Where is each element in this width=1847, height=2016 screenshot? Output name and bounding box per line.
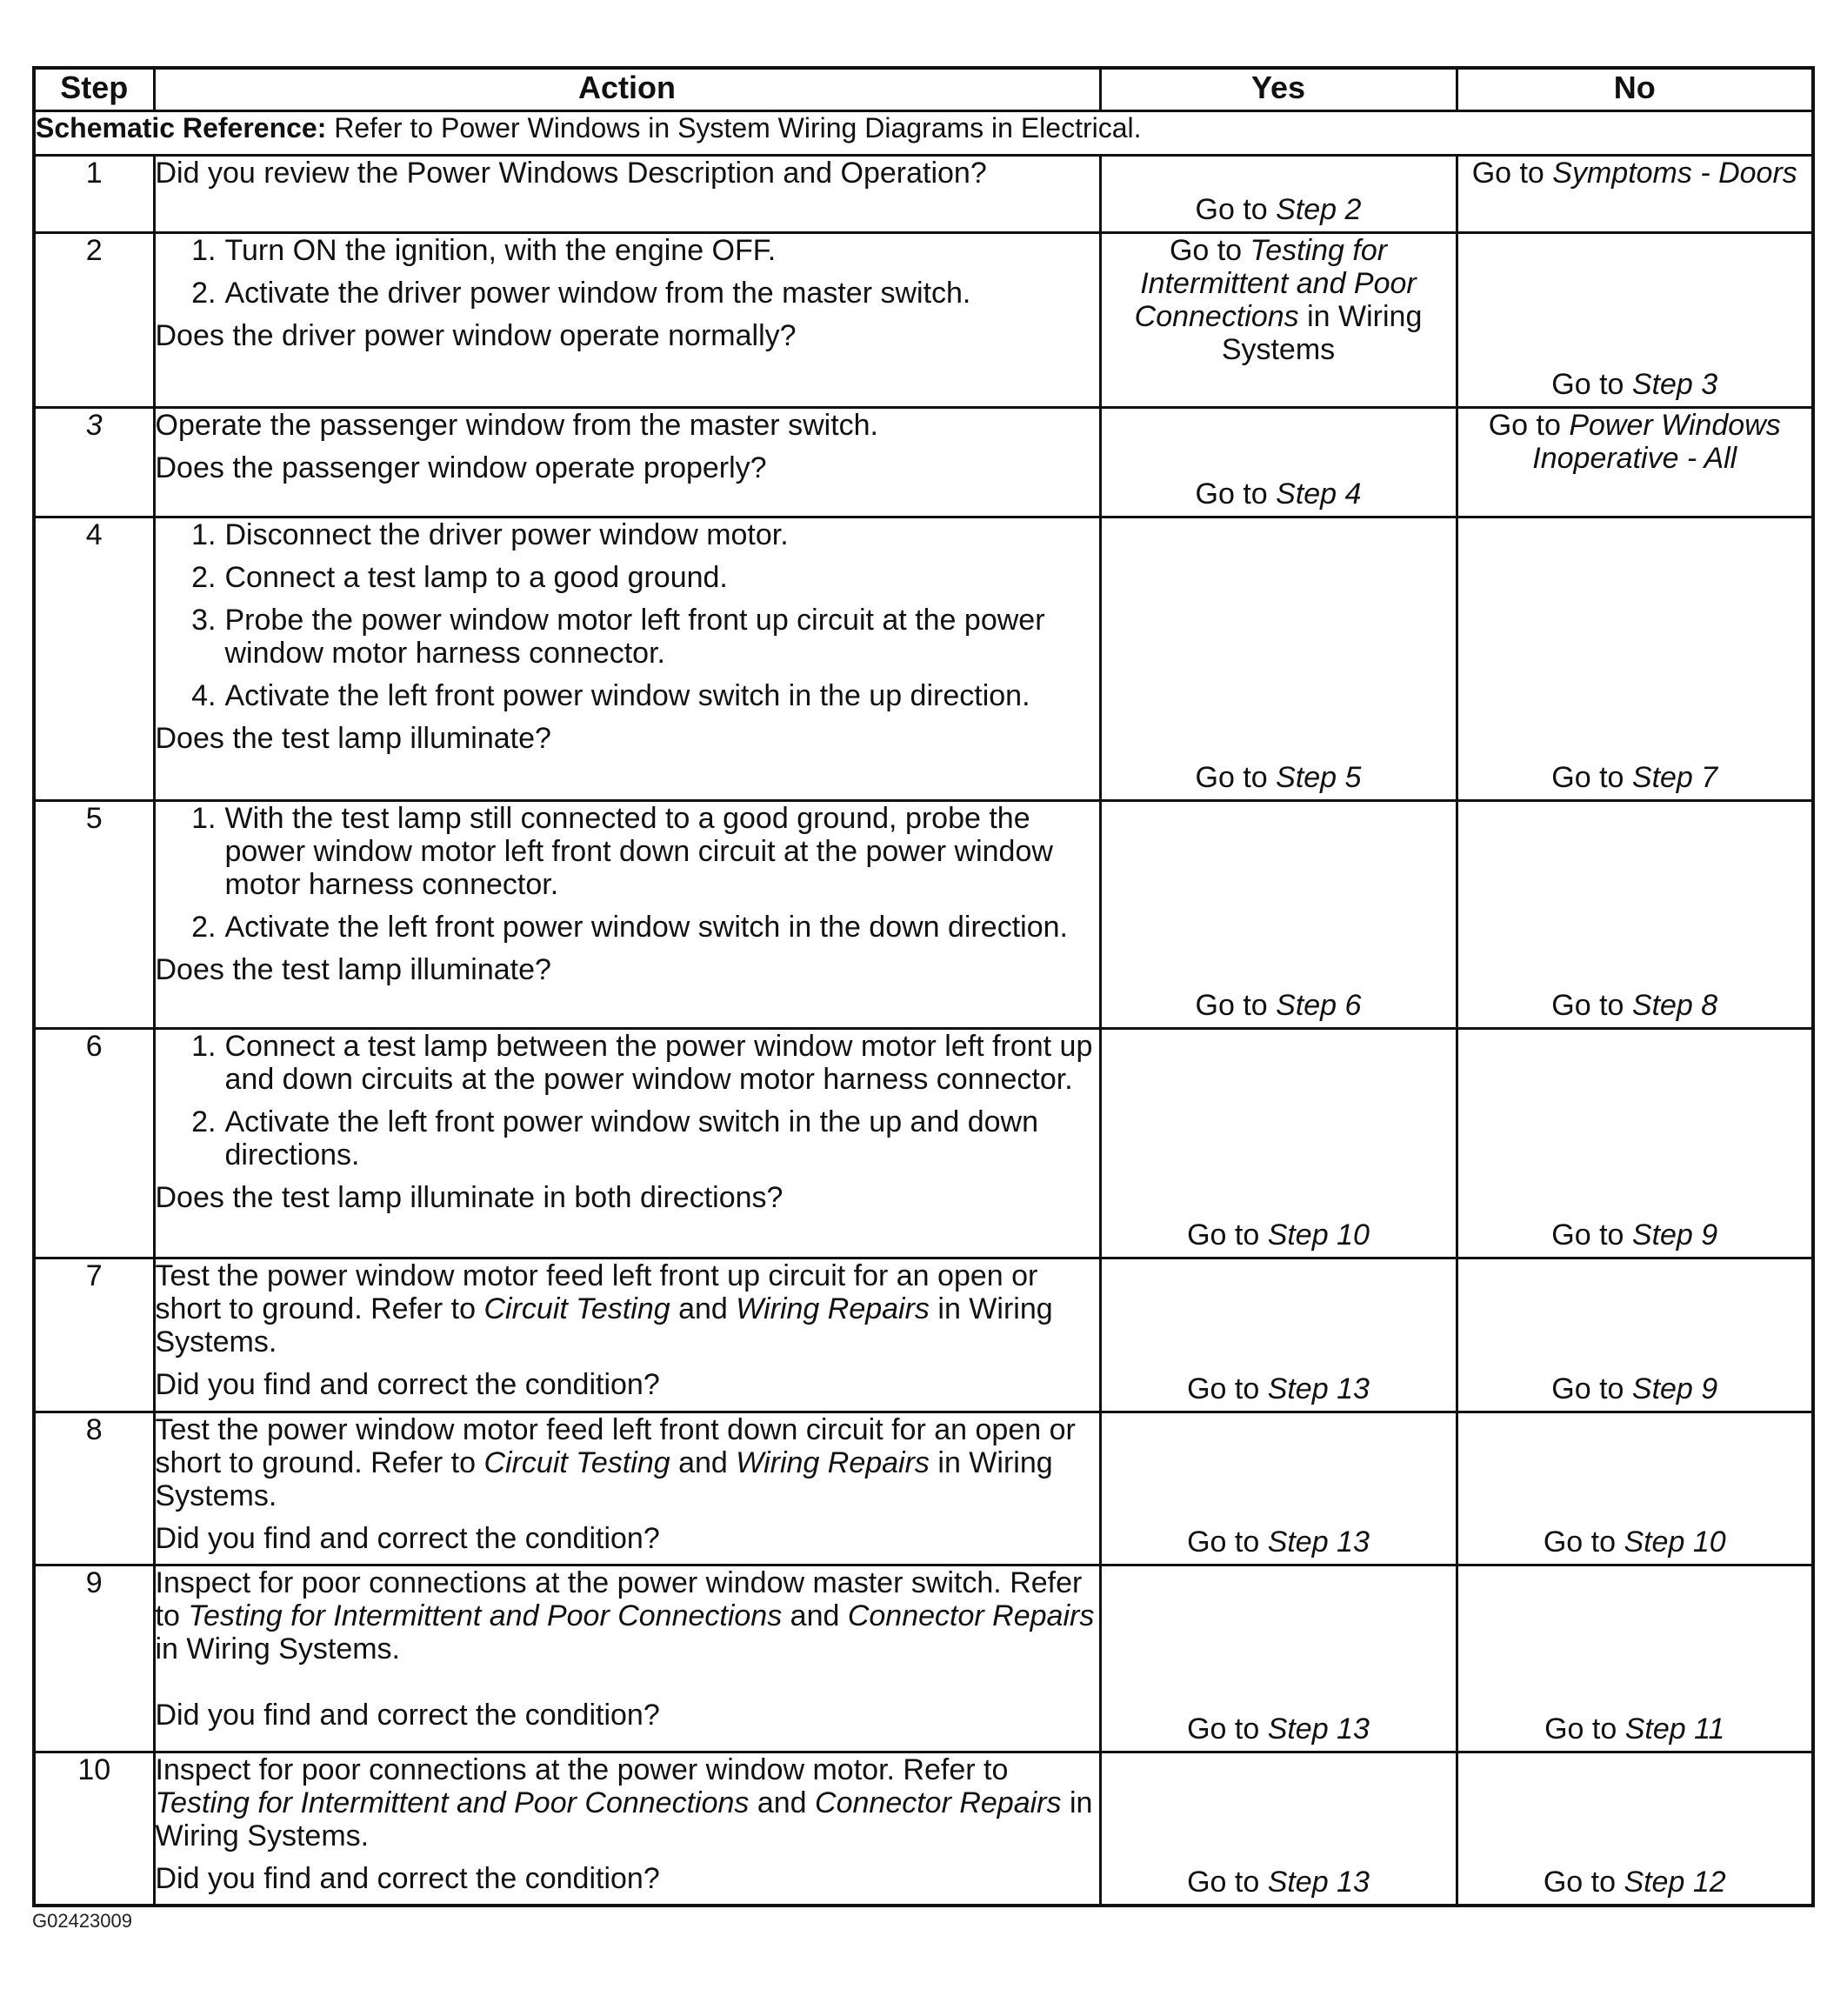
action-question: Does the passenger window operate properly? <box>155 451 767 484</box>
yes-cell <box>1100 156 1457 233</box>
no-prefix: Go to <box>1551 1372 1632 1405</box>
header-action: Action <box>154 68 1100 111</box>
action-steps <box>156 518 1099 712</box>
no-cell <box>1457 1565 1813 1752</box>
yes-goto <box>1102 1712 1456 1746</box>
action-step-item: 1. Connect a test lamp between the power window motor left front up and down circuits at the power window motor harness connector. <box>191 1030 1093 1096</box>
no-cell <box>1457 156 1813 233</box>
step-number: 3 <box>34 408 154 517</box>
action-cell <box>154 1258 1100 1412</box>
yes-prefix: Go to <box>1195 989 1277 1022</box>
table-row <box>34 233 1813 408</box>
no-step-link[interactable]: Step 3 <box>1631 368 1718 401</box>
yes-step-link[interactable]: Step 4 <box>1276 477 1362 511</box>
action-question: Did you find and correct the condition? <box>155 1862 660 1895</box>
step-number: 6 <box>34 1029 154 1258</box>
action-instruction: Inspect for poor connections at the power window motor. Refer to Testing for Intermittent and Poor Connections and Connector Repairs in Wiring Systems. <box>155 1753 1093 1852</box>
no-prefix: Go to <box>1544 1712 1625 1746</box>
reference-circuit-testing[interactable]: Circuit Testing <box>483 1292 670 1325</box>
yes-suffix: in Wiring Systems <box>1221 300 1423 366</box>
no-goto <box>1458 761 1812 794</box>
action-cell <box>154 1565 1100 1752</box>
yes-prefix: Go to <box>1195 477 1277 511</box>
no-cell <box>1457 1752 1813 1906</box>
no-prefix: Go to <box>1471 157 1553 190</box>
no-prefix: Go to <box>1551 761 1632 794</box>
yes-cell <box>1100 1258 1457 1412</box>
yes-cell <box>1100 233 1457 408</box>
no-cell <box>1457 801 1813 1029</box>
action-question: Did you find and correct the condition? <box>155 1522 660 1555</box>
yes-step-link[interactable]: Testing for Intermittent and Poor Connections <box>1134 234 1417 333</box>
action-cell <box>154 156 1100 233</box>
no-goto <box>1458 368 1812 401</box>
action-step-item: 1. Disconnect the driver power window motor. <box>191 518 789 551</box>
no-cell <box>1457 517 1813 801</box>
table-row <box>34 156 1813 233</box>
schematic-reference-label: Schematic Reference: <box>36 112 327 144</box>
header-step: Step <box>34 68 154 111</box>
no-prefix: Go to <box>1543 1865 1624 1899</box>
no-goto <box>1458 1372 1812 1405</box>
reference-circuit-testing[interactable]: Circuit Testing <box>483 1446 670 1479</box>
yes-prefix: Go to <box>1187 1372 1268 1405</box>
no-step-link[interactable]: Step 7 <box>1631 761 1718 794</box>
no-cell <box>1457 1029 1813 1258</box>
action-instruction: Inspect for poor connections at the power window master switch. Refer to Testing for Intermittent and Poor Connections and Connector Repairs in Wiring Systems. <box>155 1566 1095 1666</box>
reference-testing-intermittent[interactable]: Testing for Intermittent and Poor Connections <box>188 1599 783 1632</box>
no-step-link[interactable]: Step 9 <box>1631 1372 1718 1405</box>
yes-prefix: Go to <box>1195 193 1277 226</box>
no-step-link[interactable]: Power Windows Inoperative - All <box>1532 409 1781 475</box>
yes-cell <box>1100 801 1457 1029</box>
action-cell <box>154 1029 1100 1258</box>
yes-goto <box>1102 1372 1456 1405</box>
yes-prefix: Go to <box>1187 1525 1268 1559</box>
table-row <box>34 1029 1813 1258</box>
yes-step-link[interactable]: Step 13 <box>1267 1372 1370 1405</box>
action-step-item: 2. Activate the left front power window switch in the down direction. <box>191 911 1068 944</box>
action-question: Does the test lamp illuminate? <box>155 722 551 755</box>
no-prefix: Go to <box>1543 1525 1624 1559</box>
figure-id: G02423009 <box>32 1910 132 1932</box>
no-goto <box>1458 1218 1812 1252</box>
table-row <box>34 1565 1813 1752</box>
action-step-item: 2. Activate the driver power window from the master switch. <box>191 277 971 310</box>
no-cell <box>1457 233 1813 408</box>
yes-step-link[interactable]: Step 5 <box>1276 761 1362 794</box>
action-question: Does the driver power window operate normally? <box>155 319 797 352</box>
no-cell <box>1457 1412 1813 1565</box>
action-step-item: 1. Turn ON the ignition, with the engine OFF. <box>191 234 777 267</box>
reference-wiring-repairs[interactable]: Wiring Repairs <box>736 1446 930 1479</box>
table-row <box>34 1752 1813 1906</box>
step-number: 9 <box>34 1565 154 1752</box>
table-row <box>34 1258 1813 1412</box>
yes-cell <box>1100 408 1457 517</box>
step-number: 5 <box>34 801 154 1029</box>
yes-goto <box>1102 761 1456 794</box>
action-step-item: 4. Activate the left front power window switch in the up direction. <box>191 679 1030 712</box>
yes-step-link[interactable]: Step 2 <box>1276 193 1362 226</box>
no-prefix: Go to <box>1551 368 1632 401</box>
schematic-reference <box>34 111 1813 156</box>
reference-testing-intermittent[interactable]: Testing for Intermittent and Poor Connections <box>155 1786 750 1819</box>
step-number: 10 <box>34 1752 154 1906</box>
no-step-link[interactable]: Step 9 <box>1631 1218 1718 1252</box>
no-cell <box>1457 408 1813 517</box>
no-step-link[interactable]: Step 10 <box>1624 1525 1726 1559</box>
no-step-link[interactable]: Step 12 <box>1624 1865 1726 1899</box>
action-cell <box>154 408 1100 517</box>
action-step-item: 2. Connect a test lamp to a good ground. <box>191 561 728 594</box>
yes-cell <box>1100 1029 1457 1258</box>
no-goto <box>1458 409 1812 475</box>
yes-cell <box>1100 517 1457 801</box>
reference-connector-repairs[interactable]: Connector Repairs <box>815 1786 1062 1819</box>
yes-step-link[interactable]: Step 10 <box>1267 1218 1370 1252</box>
yes-prefix: Go to <box>1187 1712 1268 1746</box>
action-step-item: 2. Activate the left front power window switch in the up and down directions. <box>191 1105 1039 1172</box>
yes-goto <box>1102 193 1456 226</box>
yes-cell <box>1100 1565 1457 1752</box>
yes-goto <box>1102 989 1456 1022</box>
step-number: 2 <box>34 233 154 408</box>
action-question: Did you review the Power Windows Description and Operation? <box>155 157 987 190</box>
step-number: 1 <box>34 156 154 233</box>
step-number: 8 <box>34 1412 154 1565</box>
reference-connector-repairs[interactable]: Connector Repairs <box>847 1599 1095 1632</box>
yes-goto <box>1102 477 1456 511</box>
action-question: Does the test lamp illuminate in both directions? <box>155 1181 783 1214</box>
step-number: 7 <box>34 1258 154 1412</box>
no-goto <box>1458 1525 1812 1559</box>
no-goto <box>1458 1866 1812 1899</box>
yes-prefix: Go to <box>1187 1218 1268 1252</box>
yes-cell <box>1100 1412 1457 1565</box>
action-steps <box>156 234 1099 310</box>
action-cell <box>154 517 1100 801</box>
yes-goto <box>1102 1218 1456 1252</box>
schematic-reference-text: Refer to Power Windows in System Wiring Diagrams in Electrical. <box>326 112 1142 144</box>
no-cell <box>1457 1258 1813 1412</box>
table-row <box>34 801 1813 1029</box>
action-step-item: 1. With the test lamp still connected to a good ground, probe the power window motor left front down circuit at the power window motor harness connector. <box>191 802 1053 901</box>
no-step-link[interactable]: Step 8 <box>1631 989 1718 1022</box>
action-cell <box>154 233 1100 408</box>
yes-step-link[interactable]: Step 13 <box>1267 1525 1370 1559</box>
table-row <box>34 1412 1813 1565</box>
table-row <box>34 517 1813 801</box>
action-steps <box>156 802 1099 944</box>
action-instruction: Test the power window motor feed left front up circuit for an open or short to ground. Refer to Circuit Testing and Wiring Repairs in Wiring Systems. <box>155 1259 1053 1358</box>
no-goto <box>1458 157 1812 190</box>
action-question: Did you find and correct the condition? <box>155 1699 660 1732</box>
yes-prefix: Go to <box>1187 1865 1268 1899</box>
no-step-link[interactable]: Symptoms - Doors <box>1552 157 1797 190</box>
no-goto <box>1458 1712 1812 1746</box>
action-question: Did you find and correct the condition? <box>155 1368 660 1401</box>
header-yes: Yes <box>1100 68 1457 111</box>
no-goto <box>1458 989 1812 1022</box>
yes-goto <box>1102 234 1456 366</box>
schematic-reference-row <box>34 111 1813 156</box>
yes-prefix: Go to <box>1169 234 1250 267</box>
no-prefix: Go to <box>1551 1218 1632 1252</box>
no-prefix: Go to <box>1488 409 1570 442</box>
table-row <box>34 408 1813 517</box>
yes-cell <box>1100 1752 1457 1906</box>
action-cell <box>154 1752 1100 1906</box>
diagnostic-sheet <box>32 66 1811 1907</box>
reference-wiring-repairs[interactable]: Wiring Repairs <box>736 1292 930 1325</box>
yes-prefix: Go to <box>1195 761 1277 794</box>
yes-step-link[interactable]: Step 6 <box>1276 989 1362 1022</box>
action-instruction: Test the power window motor feed left front down circuit for an open or short to ground. Refer to Circuit Testing and Wiring Repairs in Wiring Systems. <box>155 1413 1076 1512</box>
yes-step-link[interactable]: Step 13 <box>1267 1865 1370 1899</box>
no-step-link[interactable]: Step 11 <box>1624 1712 1725 1746</box>
yes-goto <box>1102 1866 1456 1899</box>
header-no: No <box>1457 68 1813 111</box>
yes-step-link[interactable]: Step 13 <box>1267 1712 1370 1746</box>
diagnostic-table <box>32 66 1815 1907</box>
action-cell <box>154 801 1100 1029</box>
step-number: 4 <box>34 517 154 801</box>
action-question: Does the test lamp illuminate? <box>155 953 551 986</box>
action-instruction: Operate the passenger window from the master switch. <box>155 409 878 442</box>
action-steps <box>156 1030 1099 1172</box>
action-cell <box>154 1412 1100 1565</box>
yes-goto <box>1102 1525 1456 1559</box>
action-step-item: 3. Probe the power window motor left front up circuit at the power window motor harness connector. <box>191 604 1045 670</box>
table-header-row <box>34 68 1813 111</box>
no-prefix: Go to <box>1551 989 1632 1022</box>
